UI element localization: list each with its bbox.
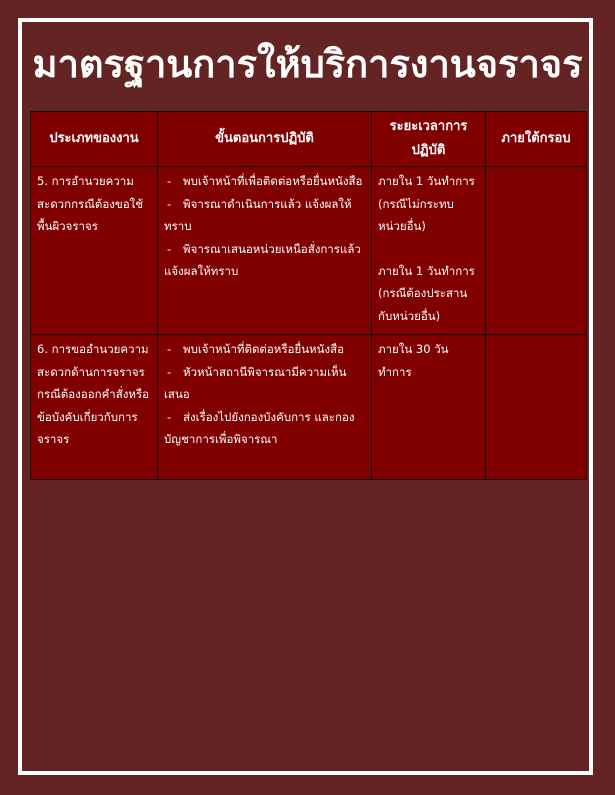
header-duration: ระยะเวลาการปฏิบัติ	[372, 112, 486, 167]
cell-steps	[158, 335, 372, 480]
duration-item: ภายใน 1 วันทำการ (กรณีต้องประสานกับหน่วยอื่น)	[378, 263, 475, 323]
cell-work-type: 6. การขออำนวยความสะดวกด้านการจราจร กรณีต้องออกคำสั่งหรือข้อบังคับเกี่ยวกับการจราจร	[31, 335, 158, 480]
cell-duration	[372, 167, 486, 335]
cell-work-type: 5. การอำนวยความสะดวกกรณีต้องขอใช้พื้นผิวจราจร	[31, 167, 158, 335]
duration-item: ภายใน 1 วันทำการ (กรณีไม่กระทบหน่วยอื่น)	[378, 174, 475, 233]
cell-framework	[486, 335, 587, 480]
header-framework: ภายใต้กรอบ	[486, 112, 587, 167]
cell-framework	[486, 167, 587, 335]
header-steps: ขั้นตอนการปฏิบัติ	[158, 112, 372, 167]
step-item: - พบเจ้าหน้าที่ติดต่อหรือยื่นหนังสือ	[167, 342, 345, 356]
table-row	[31, 167, 587, 335]
step-item: - หัวหน้าสถานีพิจารณามีความเห็นเสนอ	[164, 364, 347, 401]
table-row	[31, 335, 587, 480]
step-item: - พิจารณาดำเนินการแล้ว แจ้งผลให้ทราบ	[164, 196, 352, 233]
header-work-type: ประเภทของงาน	[31, 112, 158, 167]
page-title: มาตรฐานการให้บริการงานจราจร	[32, 42, 583, 86]
step-item: - พบเจ้าหน้าที่เพื่อติดต่อหรือยื่นหนังสือ	[167, 174, 363, 188]
cell-steps	[158, 167, 372, 335]
step-item: - ส่งเรื่องไปยังกองบังคับการ และกองบัญชาการเพื่อพิจารณา	[164, 409, 355, 446]
table-header-row	[31, 112, 587, 167]
cell-duration	[372, 335, 486, 480]
service-standard-table	[30, 111, 587, 480]
step-item: - พิจารณาเสนอหน่วยเหนือสั่งการแล้วแจ้งผลให้ทราบ	[164, 241, 361, 278]
duration-item: ภายใน 30 วันทำการ	[378, 342, 449, 379]
